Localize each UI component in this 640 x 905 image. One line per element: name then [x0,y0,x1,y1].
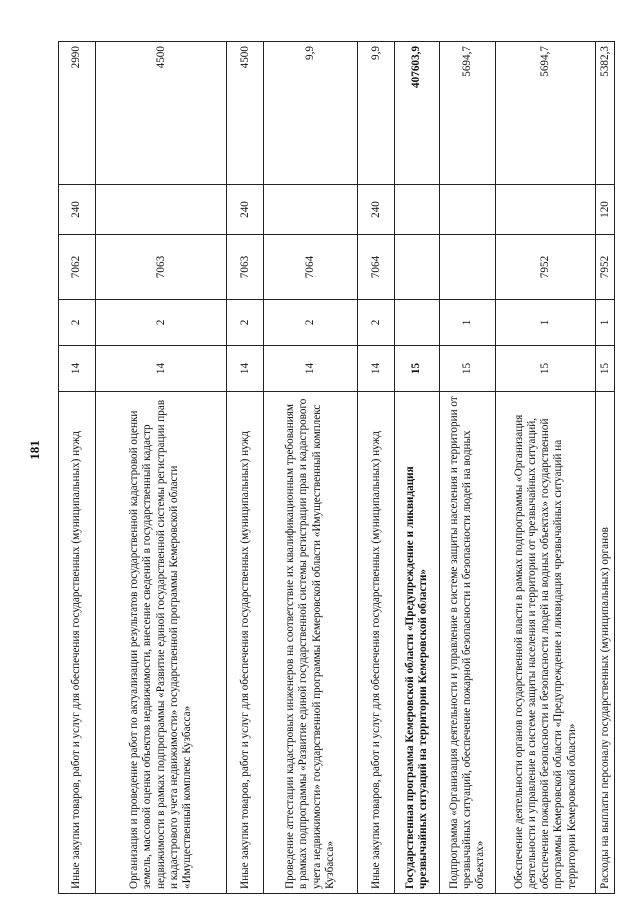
table-row [59,42,96,894]
row-expense-type-cell: 240 [358,185,395,235]
table-row [439,42,496,894]
row-amount-cell: 5694,7 [496,42,596,185]
row-subsection-cell: 2 [227,300,264,346]
row-subsection-cell: 2 [59,300,96,346]
budget-table [58,41,615,894]
row-amount-cell: 5382,3 [596,42,615,185]
row-name-cell: Иные закупки товаров, работ и услуг для обеспечения государственных (муниципальных) нужд [358,392,395,894]
row-target-code-cell: 7062 [59,235,96,300]
page-number [24,433,46,467]
row-name-cell: Подпрограмма «Организация деятельности и управление в системе защиты населения и территории от чрезвычайных ситуаций, обеспечение пожарной безопасности и безопасности людей на водных объектах» [439,392,496,894]
row-amount-cell: 9,9 [358,42,395,185]
row-amount-cell: 9,9 [264,42,358,185]
row-section-cell: 15 [439,346,496,392]
budget-table-rotated [58,42,615,894]
table-row [358,42,395,894]
row-section-cell: 14 [264,346,358,392]
row-target-code-cell: 7063 [96,235,227,300]
row-target-code-cell: 7063 [227,235,264,300]
row-subsection-cell: 2 [358,300,395,346]
row-subsection-cell: 1 [596,300,615,346]
row-expense-type-cell: 240 [59,185,96,235]
row-expense-type-cell [439,185,496,235]
table-row [395,42,439,894]
row-target-code-cell [395,235,439,300]
row-amount-cell: 407603,9 [395,42,439,185]
row-amount-cell: 4500 [96,42,227,185]
row-subsection-cell: 2 [264,300,358,346]
row-expense-type-cell: 120 [596,185,615,235]
row-target-code-cell: 7952 [496,235,596,300]
row-section-cell: 14 [358,346,395,392]
row-subsection-cell [395,300,439,346]
table-row [596,42,615,894]
row-expense-type-cell [264,185,358,235]
table-row [496,42,596,894]
row-name-cell: Организация и проведение работ по актуализации результатов государственной кадастровой оценки земель, массовой оценки объектов недвижимости, внесение сведений в государственный кадастр недвижимости в рамках подпрограммы «Развитие единой государственной системы регистрации прав и кадастрового учета недвижимости» государственной программы Кемеровской области «Имущественный комплекс Кузбасса» [96,392,227,894]
row-name-cell: Проведение аттестации кадастровых инженеров на соответствие их квалификационным требованиям в рамках подпрограммы «Развитие единой государственной системы регистрации прав и кадастрового учета недвижимости» государственной программы Кемеровской области «Имущественный комплекс Кузбасса» [264,392,358,894]
row-target-code-cell [439,235,496,300]
table-row [227,42,264,894]
row-section-cell: 14 [96,346,227,392]
budget-table-body [59,42,615,894]
table-row [96,42,227,894]
row-amount-cell: 2990 [59,42,96,185]
page-number-text: 181 [27,440,42,460]
row-name-cell: Обеспечение деятельности органов государственной власти в рамках подпрограммы «Организация деятельности и управление в системе защиты населения и территории от чрезвычайных ситуаций, обеспечение пожарной безопасности и безопасности людей на водных объектах» государственной программы Кемеровской области «Предупреждение и ликвидация чрезвычайных ситуаций на территории Кемеровской области» [496,392,596,894]
row-subsection-cell: 1 [439,300,496,346]
row-section-cell: 15 [496,346,596,392]
row-name-cell: Государственная программа Кемеровской области «Предупреждение и ликвидация чрезвычайных ситуаций на территории Кемеровской области» [395,392,439,894]
row-expense-type-cell [395,185,439,235]
row-section-cell: 14 [59,346,96,392]
row-amount-cell: 5694,7 [439,42,496,185]
row-section-cell: 15 [596,346,615,392]
row-subsection-cell: 1 [496,300,596,346]
row-subsection-cell: 2 [96,300,227,346]
row-name-cell: Иные закупки товаров, работ и услуг для обеспечения государственных (муниципальных) нужд [59,392,96,894]
table-row [264,42,358,894]
row-target-code-cell: 7064 [358,235,395,300]
row-amount-cell: 4500 [227,42,264,185]
row-expense-type-cell [496,185,596,235]
row-target-code-cell: 7952 [596,235,615,300]
row-section-cell: 14 [227,346,264,392]
row-section-cell: 15 [395,346,439,392]
row-expense-type-cell [96,185,227,235]
budget-table-container [58,42,615,894]
row-target-code-cell: 7064 [264,235,358,300]
row-name-cell: Иные закупки товаров, работ и услуг для обеспечения государственных (муниципальных) нужд [227,392,264,894]
row-expense-type-cell: 240 [227,185,264,235]
row-name-cell: Расходы на выплаты персоналу государственных (муниципальных) органов [596,392,615,894]
